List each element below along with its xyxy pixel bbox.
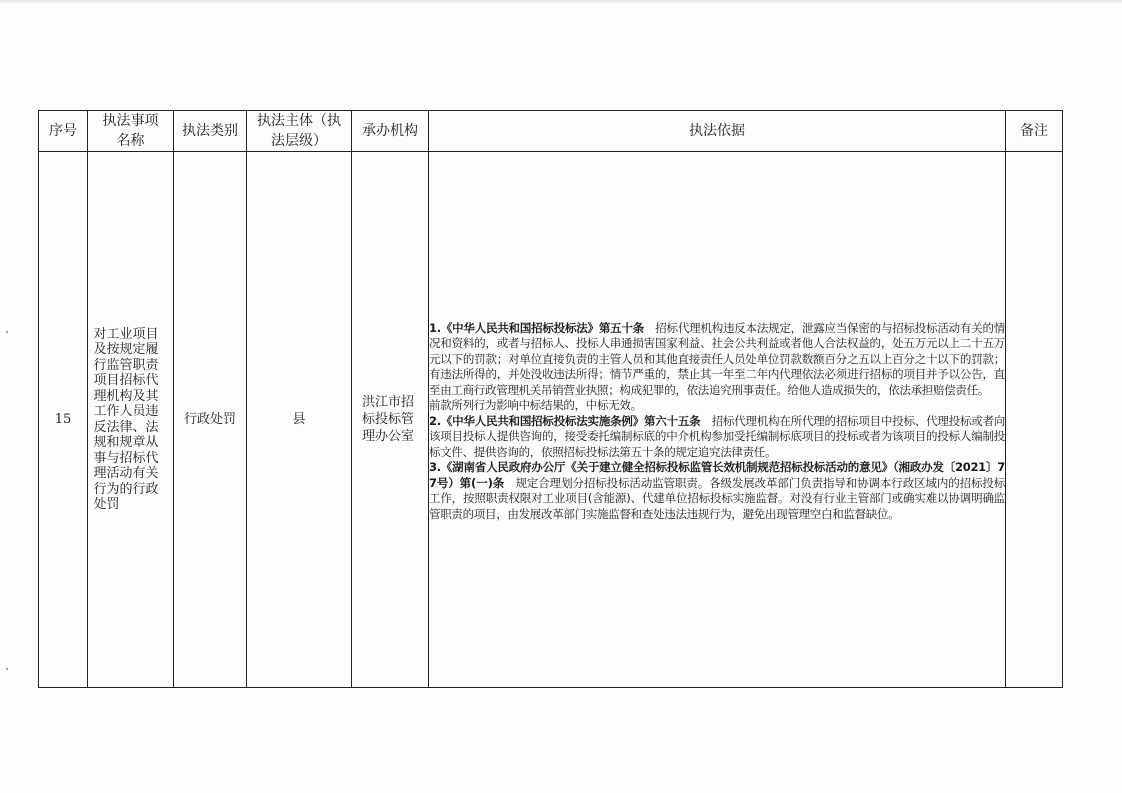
row-item-name: 对工业项目及按规定履行监管职责项目招标代理机构及其工作人员违反法律、法规和规章从事与招标代理活动有关行为的行政处罚	[93, 326, 159, 512]
law-enforcement-table	[38, 110, 1063, 688]
basis-paragraph-body: 规定合理划分招标投标活动监管职责。各级发展改革部门负责指导和协调本行政区域内的招标投标工作，按照职责权限对工业项目(含能源)、代建单位招标投标实施监督。对没有行业主管部门或确实难以协调明确监管职责的项目，由发展改革部门实施监督和查处违法违规行为，避免出现管理空白和监督缺位。	[429, 475, 1005, 521]
header-basis: 执法依据	[429, 111, 1006, 152]
header-subject-text: 执法主体（执法层级）	[257, 113, 341, 149]
row-org-cell	[352, 152, 429, 688]
basis-paragraph-title: 3.《湖南省人民政府办公厅《关于建立健全招标投标监管长效机制规范招标投标活动的意见》（湘政办发〔2021〕77号）第(一)条	[429, 460, 1005, 490]
basis-paragraph-body: 招标代理机构违反本法规定，泄露应当保密的与招标投标活动有关的情况和资料的，或者与招标人、投标人串通损害国家利益、社会公共利益或者他人合法权益的，处五万元以上二十五万元以下的罚款；对单位直接负责的主管人员和其他直接责任人员处单位罚款数额百分之五以上百分之十以下的罚款；有违法所得的，并处没收违法所得；情节严重的，禁止其一年至二年内代理依法必须进行招标的项目并予以公告，直至由工商行政管理机关吊销营业执照；构成犯罪的，依法追究刑事责任。给他人造成损失的，依法承担赔偿责任。	[429, 320, 1005, 397]
row-basis-cell	[429, 152, 1006, 688]
scan-top-edge	[0, 0, 1122, 4]
row-org: 洪江市招标投标管理办公室	[362, 395, 415, 444]
basis-paragraph	[429, 398, 1005, 414]
basis-paragraph	[429, 460, 1005, 522]
header-item-name-text: 执法事项名称	[102, 113, 159, 149]
row-no: 15	[39, 152, 88, 688]
row-item-name-cell	[88, 152, 174, 688]
basis-paragraph-body: 招标代理机构在所代理的招标项目中投标、代理投标或者向该项目投标人提供咨询的，接受委托编制标底的中介机构参加受托编制标底项目的投标或者为该项目的投标人编制投标文件、提供咨询的，依照招标投标法第五十条的规定追究法律责任。	[429, 413, 1005, 459]
table-header-row	[39, 111, 1063, 152]
row-category: 行政处罚	[174, 152, 247, 688]
header-subject	[247, 111, 352, 152]
row-basis	[429, 321, 1005, 523]
basis-paragraph	[429, 321, 1005, 399]
table-row	[39, 152, 1063, 688]
header-remark: 备注	[1006, 111, 1063, 152]
basis-paragraph	[429, 414, 1005, 461]
header-item-name	[88, 111, 174, 152]
row-remark	[1006, 152, 1063, 688]
scan-speck	[6, 331, 8, 333]
basis-paragraph-body: 前款所列行为影响中标结果的，中标无效。	[429, 398, 642, 413]
scan-speck	[6, 668, 8, 670]
basis-paragraph-title: 1.《中华人民共和国招标投标法》第五十条	[429, 320, 644, 335]
header-org: 承办机构	[352, 111, 429, 152]
header-category: 执法类别	[174, 111, 247, 152]
basis-paragraph-title: 2.《中华人民共和国招标投标法实施条例》第六十五条	[429, 413, 701, 428]
header-no: 序号	[39, 111, 88, 152]
row-subject: 县	[247, 152, 352, 688]
